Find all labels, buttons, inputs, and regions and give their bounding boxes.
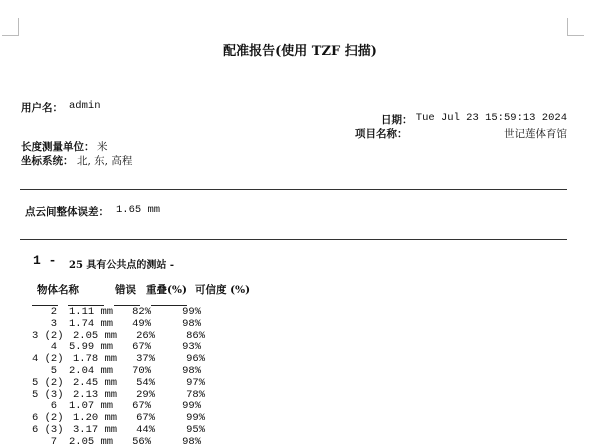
header-overlap: 重叠(%) <box>146 284 187 296</box>
table-row <box>0 306 260 318</box>
cell-error: 1.78 mm <box>73 353 118 366</box>
cell-overlap: 44% <box>136 424 155 436</box>
date-value: Tue Jul 23 15:59:13 2024 <box>415 112 567 124</box>
cell-error: 2.05 mm <box>69 435 114 448</box>
cell-name: 2 <box>50 306 57 318</box>
cell-confidence: 86% <box>186 329 205 342</box>
coords-label: 坐标系统： <box>21 155 74 167</box>
cell-error: 5.99 mm <box>69 341 114 354</box>
table-row <box>0 341 260 353</box>
cell-confidence: 95% <box>186 424 205 436</box>
project-label: 项目名称： <box>355 128 408 140</box>
project-value: 世记莲体育馆 <box>504 128 567 140</box>
section-title: 25 具有公共点的测站 - <box>69 260 175 271</box>
cell-overlap: 49% <box>132 317 151 330</box>
user-label: 用户名： <box>21 102 63 114</box>
unit-label: 长度测量单位： <box>21 141 95 153</box>
cell-confidence: 97% <box>186 376 205 389</box>
table-row <box>0 318 260 330</box>
cell-name: 5 <box>50 365 57 377</box>
cell-overlap: 37% <box>136 353 155 366</box>
cell-name: 3 (2) <box>32 329 64 342</box>
table-row <box>0 365 260 377</box>
user-value: admin <box>69 100 101 112</box>
cell-error: 2.45 mm <box>73 376 118 389</box>
unit-value: 米 <box>97 141 108 153</box>
table-row <box>0 330 260 342</box>
table-row <box>0 400 260 412</box>
cell-name: 3 <box>50 317 57 330</box>
cell-name: 4 <box>50 341 57 354</box>
cell-error: 1.20 mm <box>73 412 118 425</box>
date-label: 日期： <box>381 114 413 126</box>
cell-error: 2.05 mm <box>73 329 118 342</box>
cell-overlap: 82% <box>132 306 151 318</box>
divider <box>20 239 567 240</box>
table-row <box>0 436 260 448</box>
cell-error: 1.07 mm <box>69 400 114 413</box>
page-corner-mark <box>567 18 568 35</box>
cell-overlap: 56% <box>132 435 151 448</box>
cell-confidence: 99% <box>182 400 201 413</box>
section-number: 1 - <box>33 253 57 268</box>
page-corner-mark <box>2 35 19 36</box>
page-corner-mark <box>567 35 584 36</box>
table-row <box>0 389 260 401</box>
cell-overlap: 67% <box>132 341 151 354</box>
header-error: 错误 <box>115 284 136 296</box>
cell-confidence: 98% <box>182 435 201 448</box>
cell-confidence: 96% <box>186 353 205 366</box>
cell-overlap: 29% <box>136 388 155 401</box>
cell-confidence: 93% <box>182 341 201 354</box>
overall-error-label: 点云间整体误差： <box>25 206 109 218</box>
cell-confidence: 78% <box>186 388 205 401</box>
overall-error-value: 1.65 mm <box>116 204 161 216</box>
table-row <box>0 424 260 436</box>
cell-error: 2.13 mm <box>73 388 118 401</box>
divider <box>20 189 567 190</box>
cell-confidence: 98% <box>182 365 201 377</box>
cell-overlap: 54% <box>136 376 155 389</box>
cell-error: 1.11 mm <box>69 306 114 318</box>
table-row <box>0 377 260 389</box>
table-row <box>0 353 260 365</box>
cell-name: 6 <box>50 400 57 413</box>
cell-name: 5 (3) <box>32 388 64 401</box>
page-corner-mark <box>18 18 19 35</box>
cell-error: 1.74 mm <box>69 317 114 330</box>
cell-error: 3.17 mm <box>73 424 118 436</box>
report-title: 配准报告(使用 TZF 扫描) <box>223 44 377 59</box>
cell-overlap: 67% <box>136 412 155 425</box>
cell-overlap: 26% <box>136 329 155 342</box>
cell-name: 7 <box>50 435 57 448</box>
header-name: 物体名称 <box>37 284 79 296</box>
coords-value: 北, 东, 高程 <box>77 155 133 167</box>
cell-name: 6 (2) <box>32 412 64 425</box>
cell-overlap: 67% <box>132 400 151 413</box>
cell-name: 6 (3) <box>32 424 64 436</box>
cell-error: 2.04 mm <box>69 365 114 377</box>
cell-confidence: 98% <box>182 317 201 330</box>
header-confidence: 可信度 (%) <box>195 284 251 296</box>
cell-name: 5 (2) <box>32 376 64 389</box>
cell-name: 4 (2) <box>32 353 64 366</box>
cell-confidence: 99% <box>182 306 201 318</box>
table-row <box>0 412 260 424</box>
cell-overlap: 70% <box>132 365 151 377</box>
cell-confidence: 99% <box>186 412 205 425</box>
